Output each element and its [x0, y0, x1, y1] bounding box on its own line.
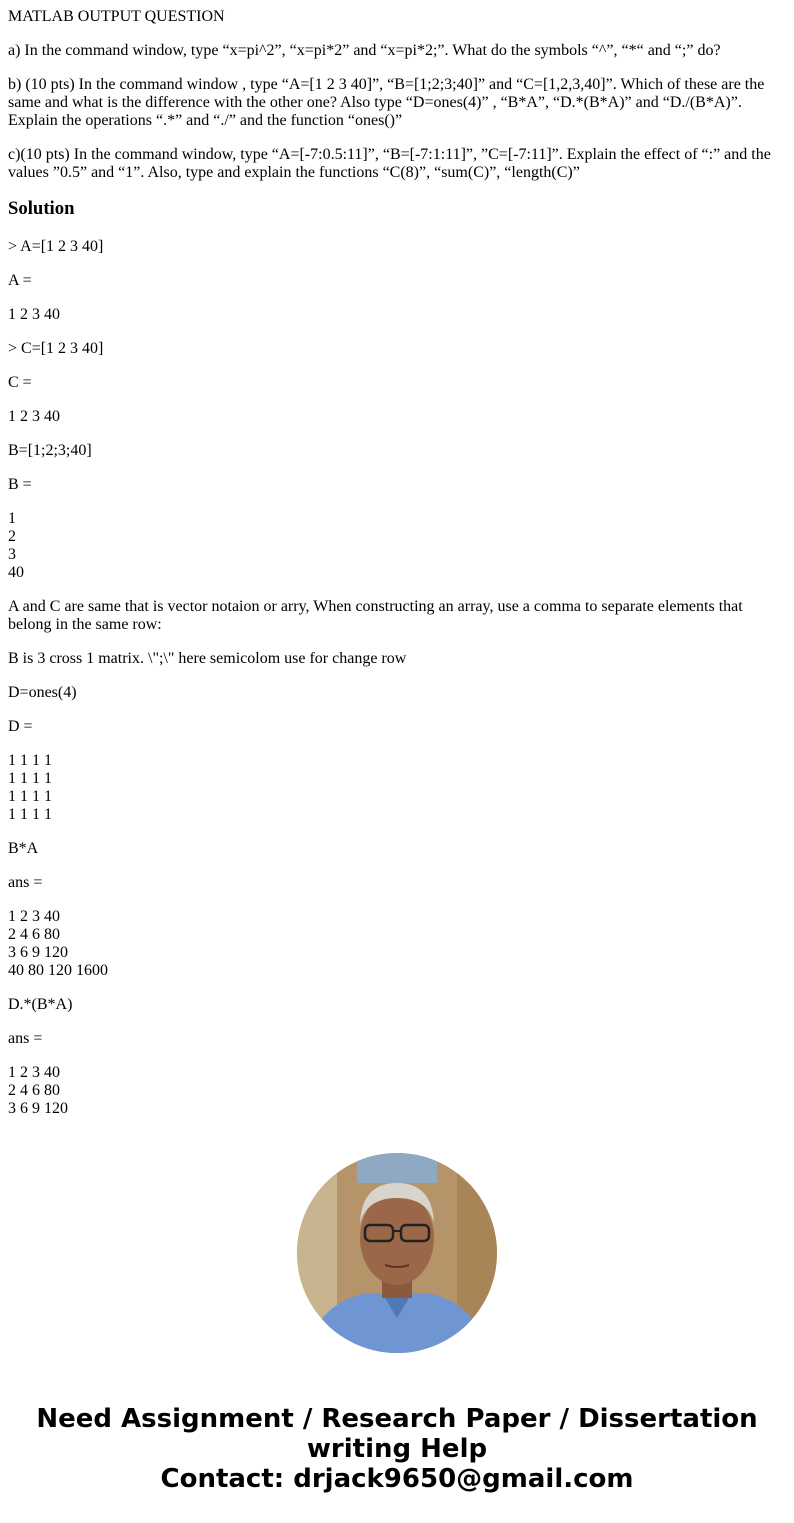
footer-banner: [0, 1404, 794, 1494]
solution-line: D.*(B*A): [8, 996, 73, 1013]
solution-line: 1 1 1 1: [8, 806, 52, 823]
solution-body: [8, 238, 786, 1118]
solution-block: [8, 684, 786, 702]
solution-line: ans =: [8, 874, 43, 891]
footer-line-2: writing Help: [306, 1434, 488, 1464]
solution-line: 2 4 6 80: [8, 926, 60, 943]
question-part-b: b) (10 pts) In the command window , type “A=[1 2 3 40]”, “B=[1;2;3;40]” and “C=[1,2,3,40]”. Which of these are the same and what is the difference with the other one? Also type “D=ones(4)” , “B*A”, “D.*(B*A)” and “D./(B*A)”. Explain the operations “.*” and “./” and the function “ones()”: [8, 76, 765, 129]
solution-block: [8, 306, 786, 324]
author-photo: [297, 1153, 497, 1353]
solution-line: 1 2 3 40: [8, 408, 60, 425]
solution-block: [8, 752, 786, 824]
solution-block: [8, 340, 786, 358]
solution-line: > A=[1 2 3 40]: [8, 238, 104, 255]
solution-block: [8, 272, 786, 290]
solution-line: 3: [8, 546, 16, 563]
solution-line: B is 3 cross 1 matrix. \";\" here semicolom use for change row: [8, 650, 407, 667]
solution-block: [8, 476, 786, 494]
solution-line: 1 1 1 1: [8, 788, 52, 805]
question-part-c: c)(10 pts) In the command window, type “A=[-7:0.5:11]”, “B=[-7:1:11]”, ”C=[-7:11]”. Explain the effect of “:” and the values ”0.5” and “1”. Also, type and explain the functions “C(8)”, “sum(C)”, “length(C)”: [8, 146, 771, 181]
solution-line: 40: [8, 564, 24, 581]
footer-line-1: Need Assignment / Research Paper / Dissertation: [36, 1404, 758, 1434]
solution-block: [8, 1030, 786, 1048]
solution-block: [8, 598, 786, 634]
footer-contact: Contact: drjack9650@gmail.com: [160, 1464, 634, 1494]
question-part-a: a) In the command window, type “x=pi^2”, “x=pi*2” and “x=pi*2;”. What do the symbols “^”, “*“ and “;” do?: [8, 42, 721, 59]
solution-line: 1 1 1 1: [8, 752, 52, 769]
solution-line: A and C are same that is vector notaion or arry, When constructing an array, use a comma to separate elements that belong in the same row:: [8, 598, 743, 633]
solution-line: > C=[1 2 3 40]: [8, 340, 104, 357]
question-title: MATLAB OUTPUT QUESTION: [8, 8, 225, 25]
solution-line: 1 1 1 1: [8, 770, 52, 787]
solution-line: D=ones(4): [8, 684, 77, 701]
solution-block: [8, 718, 786, 736]
solution-line: 1 2 3 40: [8, 1064, 60, 1081]
solution-line: B*A: [8, 840, 39, 857]
solution-block: [8, 1064, 786, 1118]
solution-line: B=[1;2;3;40]: [8, 442, 92, 459]
solution-block: [8, 238, 786, 256]
solution-heading: Solution: [8, 198, 75, 219]
solution-line: B =: [8, 476, 32, 493]
solution-line: 40 80 120 1600: [8, 962, 108, 979]
solution-block: [8, 442, 786, 460]
solution-line: 2: [8, 528, 16, 545]
solution-line: 1 2 3 40: [8, 306, 60, 323]
solution-line: 1 2 3 40: [8, 908, 60, 925]
solution-block: [8, 996, 786, 1014]
solution-block: [8, 874, 786, 892]
solution-line: 1: [8, 510, 16, 527]
solution-line: 3 6 9 120: [8, 1100, 68, 1117]
solution-block: [8, 650, 786, 668]
solution-block: [8, 510, 786, 582]
solution-line: D =: [8, 718, 33, 735]
solution-block: [8, 840, 786, 858]
solution-line: ans =: [8, 1030, 43, 1047]
solution-block: [8, 908, 786, 980]
solution-line: A =: [8, 272, 32, 289]
solution-line: 2 4 6 80: [8, 1082, 60, 1099]
solution-line: C =: [8, 374, 32, 391]
solution-block: [8, 408, 786, 426]
solution-block: [8, 374, 786, 392]
solution-line: 3 6 9 120: [8, 944, 68, 961]
